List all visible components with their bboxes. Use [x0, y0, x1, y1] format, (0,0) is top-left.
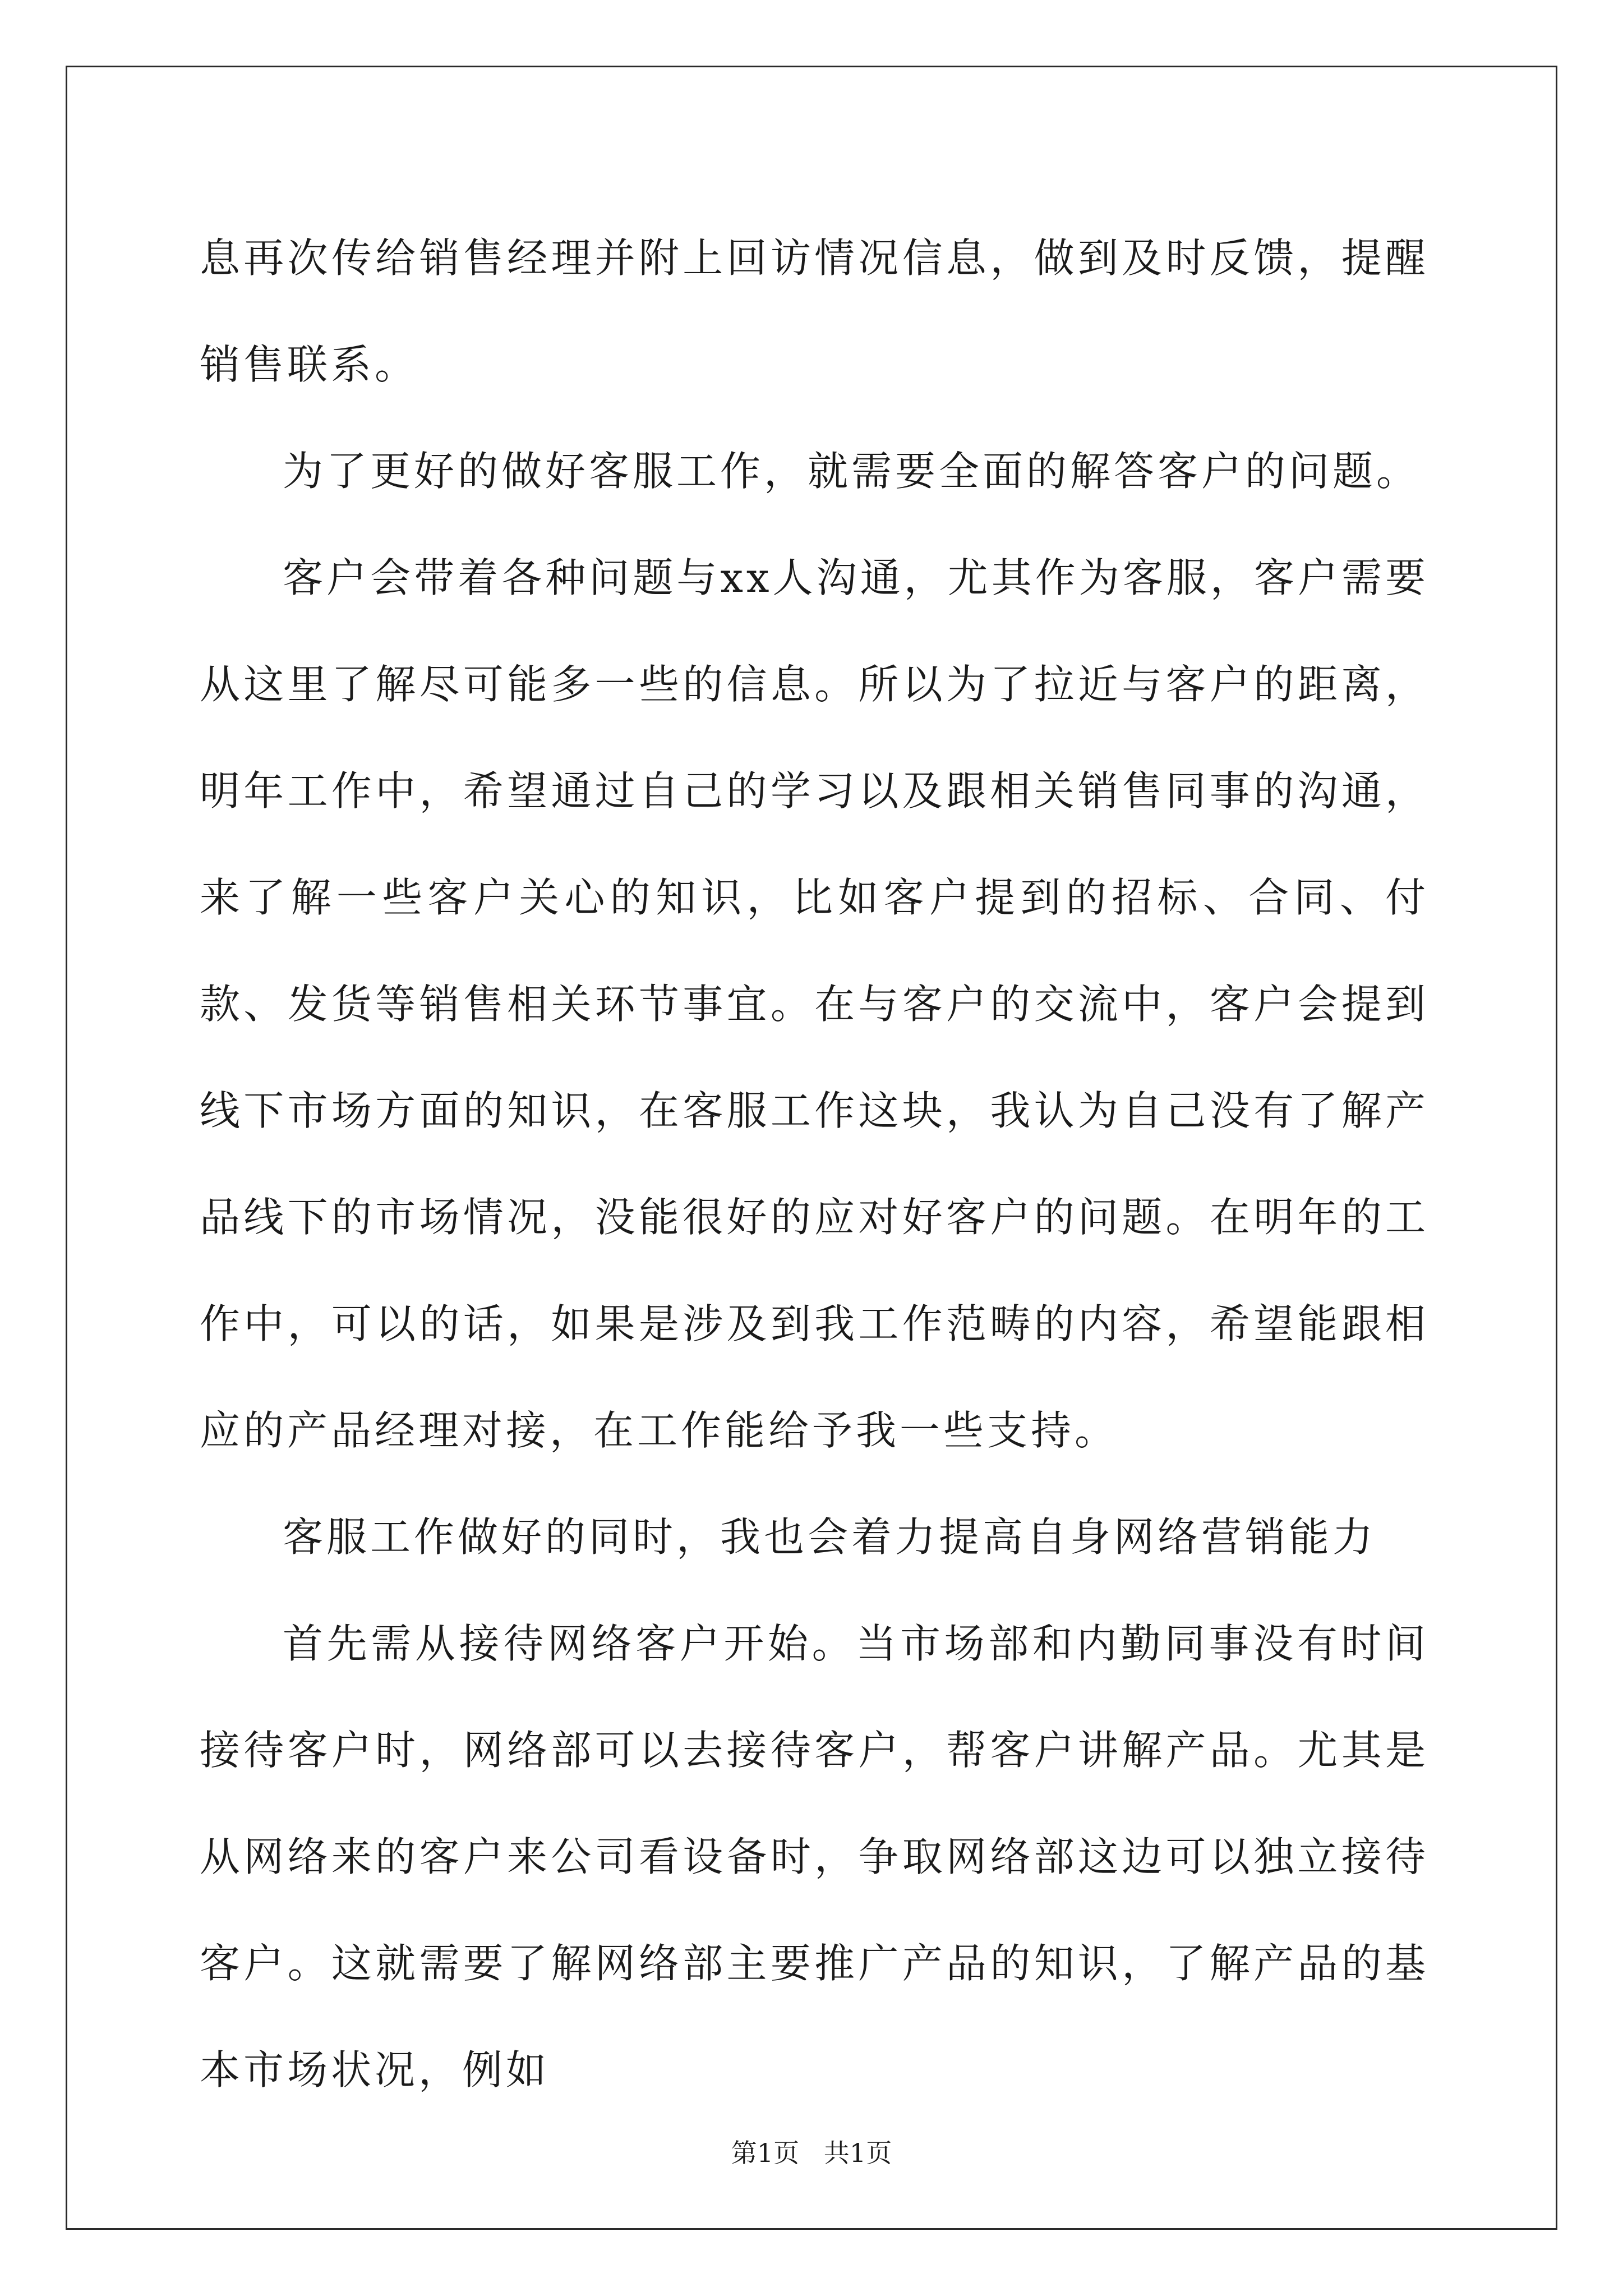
paragraph: 为了更好的做好客服工作，就需要全面的解答客户的问题。	[283, 448, 1421, 495]
paragraph: 首先需从接待网络客户开始。当市场部和内勤同事没有时间接待客户时，网络部可以去接待客户，帮客户讲解产品。尤其是从网络来的客户来公司看设备时，争取网络部这边可以独立接待客户。这就需要了解网络部主要推广产品的知识，了解产品的基本市场状况，例如	[200, 1620, 1429, 2093]
page-number-footer: 第1页 共1页	[731, 2138, 892, 2168]
paragraph: 息再次传给销售经理并附上回访情况信息，做到及时反馈，提醒销售联系。	[200, 234, 1429, 388]
document-body	[200, 205, 1429, 2123]
paragraph: 客服工作做好的同时，我也会着力提高自身网络营销能力	[283, 1513, 1377, 1561]
paragraph: 客户会带着各种问题与xx人沟通，尤其作为客服，客户需要从这里了解尽可能多一些的信息。所以为了拉近与客户的距离，明年工作中，希望通过自己的学习以及跟相关销售同事的沟通，来了解一些客户关心的知识，比如客户提到的招标、合同、付款、发货等销售相关环节事宜。在与客户的交流中，客户会提到线下市场方面的知识，在客服工作这块，我认为自己没有了解产品线下的市场情况，没能很好的应对好客户的问题。在明年的工作中，可以的话，如果是涉及到我工作范畴的内容，希望能跟相应的产品经理对接，在工作能给予我一些支持。	[200, 554, 1429, 1454]
